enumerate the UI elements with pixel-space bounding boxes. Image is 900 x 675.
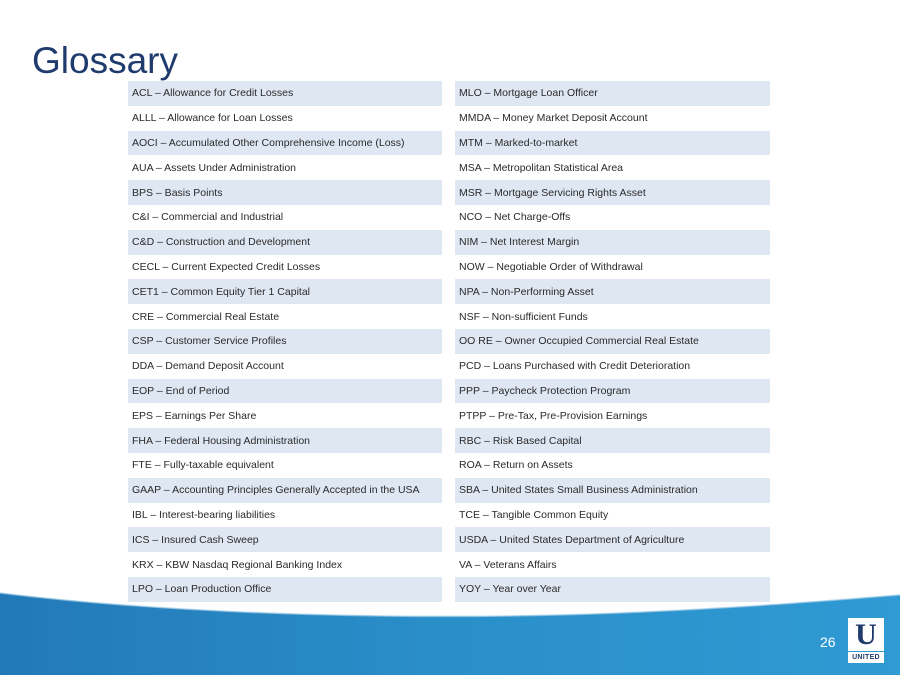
- glossary-row: LPO – Loan Production Office: [128, 577, 442, 602]
- glossary-column-left: [128, 81, 442, 602]
- glossary-row: ICS – Insured Cash Sweep: [128, 527, 442, 552]
- glossary-row: NOW – Negotiable Order of Withdrawal: [459, 260, 643, 273]
- footer-wave: [0, 585, 900, 675]
- glossary-row: PCD – Loans Purchased with Credit Deterioration: [459, 360, 691, 373]
- glossary-row: FTE – Fully-taxable equivalent: [132, 459, 274, 472]
- glossary-row: ALLL – Allowance for Loan Losses: [132, 112, 293, 125]
- glossary-row: BPS – Basis Points: [128, 180, 442, 205]
- glossary-row: YOY – Year over Year: [455, 577, 770, 602]
- glossary-row: KRX – KBW Nasdaq Regional Banking Index: [132, 558, 343, 571]
- glossary-row: RBC – Risk Based Capital: [455, 428, 770, 453]
- glossary-row: IBL – Interest-bearing liabilities: [132, 508, 276, 521]
- glossary-row: DDA – Demand Deposit Account: [132, 360, 284, 373]
- glossary-row: CSP – Customer Service Profiles: [128, 329, 442, 354]
- united-logo: [848, 618, 884, 662]
- glossary-row: CECL – Current Expected Credit Losses: [132, 260, 321, 273]
- glossary-row: ACL – Allowance for Credit Losses: [128, 81, 442, 106]
- glossary-row: FHA – Federal Housing Administration: [128, 428, 442, 453]
- glossary-row: ROA – Return on Assets: [459, 459, 573, 472]
- glossary-row: MSR – Mortgage Servicing Rights Asset: [455, 180, 770, 205]
- glossary-row: OO RE – Owner Occupied Commercial Real Estate: [455, 329, 770, 354]
- logo-mark: [848, 618, 884, 651]
- glossary-row: USDA – United States Department of Agriculture: [455, 527, 770, 552]
- glossary-column-right: [455, 81, 770, 602]
- glossary-row: CET1 – Common Equity Tier 1 Capital: [128, 279, 442, 304]
- page-title: Glossary: [32, 40, 178, 81]
- glossary-row: MMDA – Money Market Deposit Account: [459, 112, 648, 125]
- glossary-row: EPS – Earnings Per Share: [132, 409, 257, 422]
- glossary-row: C&D – Construction and Development: [128, 230, 442, 255]
- glossary-row: NPA – Non-Performing Asset: [455, 279, 770, 304]
- glossary-row: NCO – Net Charge-Offs: [459, 211, 571, 224]
- glossary-row: TCE – Tangible Common Equity: [459, 508, 609, 521]
- glossary-row: MTM – Marked-to-market: [455, 131, 770, 156]
- glossary-row: GAAP – Accounting Principles Generally Accepted in the USA: [128, 478, 442, 503]
- logo-text: UNITED: [852, 654, 880, 661]
- glossary-row: PPP – Paycheck Protection Program: [455, 379, 770, 404]
- logo-letter: U: [855, 617, 877, 651]
- glossary-row: C&I – Commercial and Industrial: [132, 211, 284, 224]
- glossary-row: AOCI – Accumulated Other Comprehensive Income (Loss): [128, 131, 442, 156]
- page-number: 26: [820, 634, 836, 650]
- glossary-row: CRE – Commercial Real Estate: [132, 310, 280, 323]
- glossary-row: PTPP – Pre-Tax, Pre-Provision Earnings: [459, 409, 648, 422]
- glossary-row: SBA – United States Small Business Administration: [455, 478, 770, 503]
- glossary-row: NSF – Non-sufficient Funds: [459, 310, 588, 323]
- glossary-row: VA – Veterans Affairs: [459, 558, 557, 571]
- glossary-row: MLO – Mortgage Loan Officer: [455, 81, 770, 106]
- glossary-row: NIM – Net Interest Margin: [455, 230, 770, 255]
- glossary-row: AUA – Assets Under Administration: [132, 161, 296, 174]
- glossary-row: EOP – End of Period: [128, 379, 442, 404]
- glossary-row: MSA – Metropolitan Statistical Area: [459, 161, 623, 174]
- logo-bar: [848, 652, 884, 663]
